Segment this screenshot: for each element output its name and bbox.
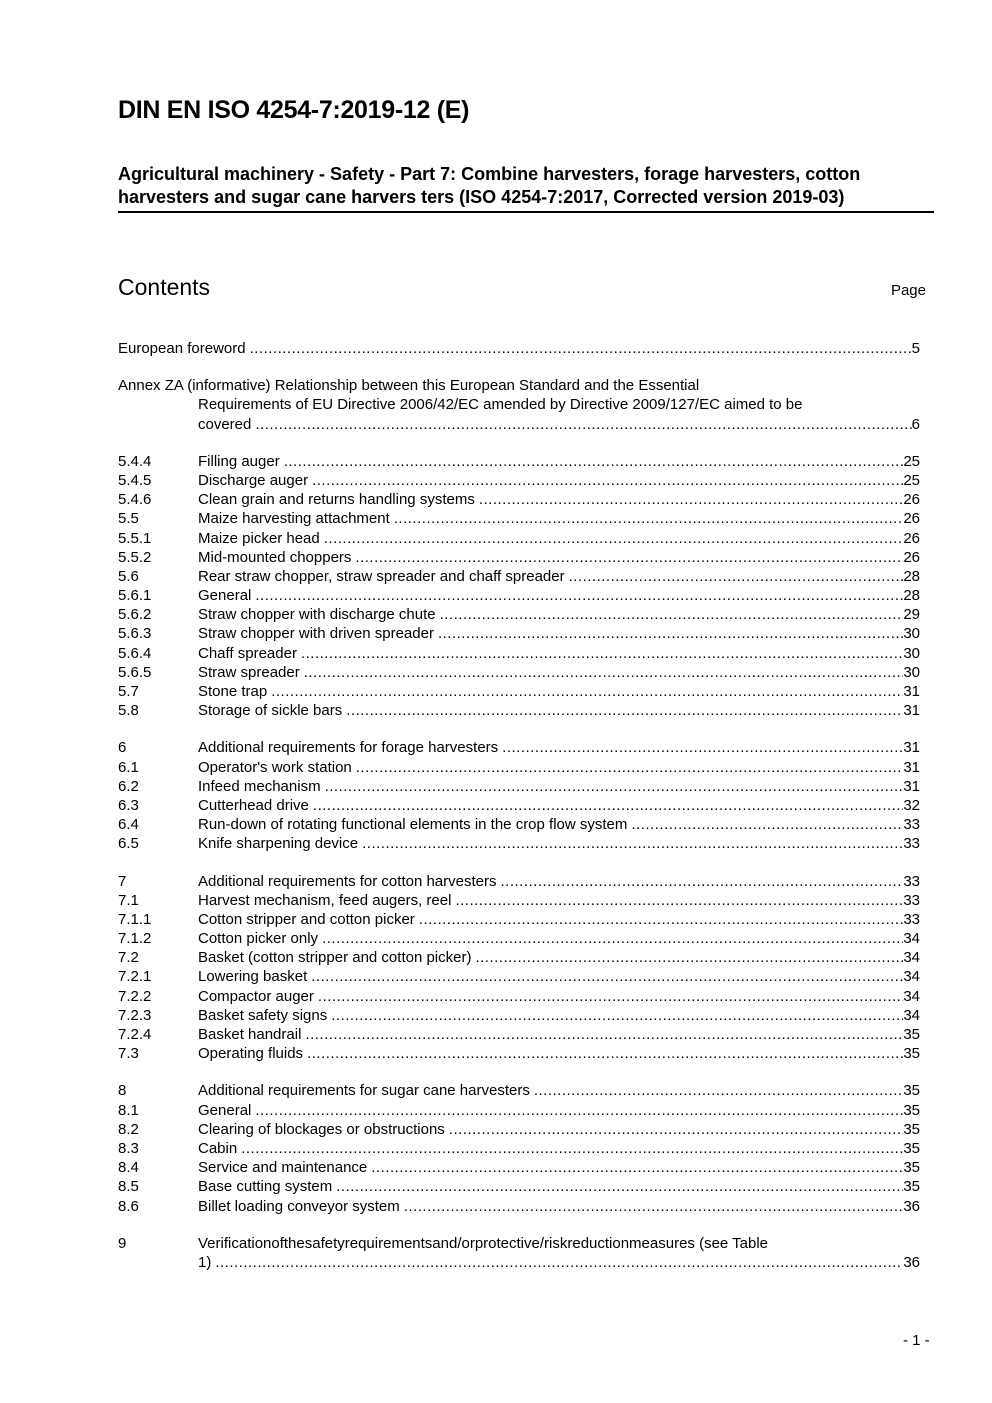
leader-dots [241, 1139, 903, 1158]
toc-entry-page: 31 [903, 702, 920, 720]
toc-entry[interactable] [118, 948, 920, 967]
leader-dots [312, 471, 903, 490]
contents-title: Contents [118, 274, 211, 300]
toc-entry-number: 5.8 [118, 702, 139, 720]
leader-dots [255, 1101, 903, 1120]
toc-entry[interactable] [118, 644, 920, 663]
leader-dots [356, 758, 904, 777]
toc-entry-page: 33 [903, 816, 920, 834]
toc-entry-page: 28 [903, 587, 920, 605]
toc-entry-title: Compactor auger [198, 987, 314, 1005]
leader-dots [255, 586, 903, 605]
leader-dots [404, 1197, 904, 1216]
toc-entry-page: 35 [903, 1120, 920, 1138]
leader-dots [255, 415, 911, 434]
toc-entry-page: 25 [903, 452, 920, 470]
toc-entry-page: 36 [903, 1197, 920, 1215]
toc-entry-page: 29 [903, 606, 920, 624]
leader-dots [569, 567, 904, 586]
page-column-label: Page [890, 282, 926, 299]
toc-entry-title: Operator's work station [198, 758, 352, 776]
toc-entry[interactable] [118, 548, 920, 567]
toc-entry-page: 31 [903, 777, 920, 795]
toc-entry-page: 33 [903, 835, 920, 853]
leader-dots [318, 987, 903, 1006]
toc-entry-number: 5.4.6 [118, 491, 152, 509]
toc-entry-title: Straw spreader [198, 663, 300, 681]
toc-entry-title: Clearing of blockages or obstructions [198, 1120, 445, 1138]
leader-dots [475, 948, 903, 967]
toc-entry-title: Rear straw chopper, straw spreader and chaff spreader [198, 567, 565, 585]
toc-entry-number: 7 [118, 872, 127, 890]
toc-entry-page: 26 [903, 510, 920, 528]
toc-entry-title: Harvest mechanism, feed augers, reel [198, 891, 452, 909]
toc-entry-page: 30 [903, 644, 920, 662]
leader-dots [215, 1253, 903, 1272]
toc-entry-number: 8.2 [118, 1120, 139, 1138]
leader-dots [311, 967, 903, 986]
toc-entry-page: 35 [903, 1139, 920, 1157]
toc-entry-title: Cotton stripper and cotton picker [198, 910, 415, 928]
toc-entry-title: Run-down of rotating functional elements in the crop flow system [198, 816, 628, 834]
toc-entry[interactable] [118, 910, 920, 929]
toc-entry-page: 30 [903, 663, 920, 681]
toc-entry[interactable] [118, 624, 920, 643]
toc-entry-page: 31 [903, 758, 920, 776]
toc-entry-title: Straw chopper with driven spreader [198, 625, 434, 643]
toc-group-7 [118, 872, 920, 1064]
toc-entry-page: 30 [903, 625, 920, 643]
toc-entry-page: 32 [903, 796, 920, 814]
toc-entry[interactable] [118, 605, 920, 624]
table-of-contents [118, 339, 920, 1272]
toc-entry-title-cont: 1) [198, 1253, 212, 1271]
toc-entry[interactable] [118, 758, 920, 777]
toc-entry-title: Chaff spreader [198, 644, 297, 662]
toc-entry-page: 26 [903, 529, 920, 547]
leader-dots [502, 738, 903, 757]
leader-dots [331, 1006, 903, 1025]
toc-entry[interactable] [118, 738, 920, 757]
toc-entry-number: 5.5.1 [118, 529, 152, 547]
leader-dots [355, 548, 903, 567]
toc-entry-number: 5.5 [118, 510, 139, 528]
toc-entry-title-cont: covered [198, 415, 252, 433]
toc-entry[interactable] [118, 1025, 920, 1044]
toc-entry-title-cont: Requirements of EU Directive 2006/42/EC amended by Directive 2009/127/EC aimed to be [198, 396, 803, 414]
leader-dots [322, 929, 903, 948]
toc-entry-page: 5 [911, 340, 920, 357]
leader-dots [394, 509, 904, 528]
leader-dots [325, 777, 904, 796]
toc-entry-title: Maize picker head [198, 529, 320, 547]
leader-dots [346, 701, 903, 720]
toc-entry-number: 5.7 [118, 683, 139, 700]
toc-entry-number: 7.2 [118, 949, 139, 967]
toc-entry-number: 7.1.1 [118, 910, 152, 928]
toc-entry-title: Cutterhead drive [198, 796, 309, 814]
toc-entry-number: 6.4 [118, 816, 139, 834]
leader-dots [534, 1081, 903, 1100]
toc-entry-number: 6.1 [118, 758, 139, 776]
toc-entry[interactable] [118, 1177, 920, 1196]
toc-entry-page: 33 [903, 872, 920, 890]
toc-entry[interactable] [118, 490, 920, 509]
toc-entry-number: 5.6.3 [118, 625, 152, 643]
toc-group-8 [118, 1081, 920, 1215]
toc-entry-number: 8.4 [118, 1159, 139, 1177]
toc-entry-title: European foreword [118, 340, 246, 357]
toc-entry-number: 6.5 [118, 835, 139, 853]
toc-entry-page: 35 [903, 1159, 920, 1177]
toc-entry-number: 7.2.4 [118, 1026, 152, 1043]
document-id: DIN EN ISO 4254-7:2019-12 (E) [118, 96, 470, 124]
toc-entry-number: 7.2.3 [118, 1006, 152, 1024]
leader-dots [440, 605, 904, 624]
leader-dots [479, 490, 903, 509]
leader-dots [271, 682, 903, 701]
toc-entry-page: 35 [903, 1045, 920, 1063]
leader-dots [371, 1158, 903, 1177]
toc-entry-number: 5.4.5 [118, 471, 152, 489]
toc-entry-page: 33 [903, 910, 920, 928]
leader-dots [313, 796, 903, 815]
toc-entry-number: 8.6 [118, 1197, 139, 1215]
toc-entry[interactable] [118, 452, 920, 471]
toc-entry-title: Straw chopper with discharge chute [198, 606, 436, 624]
toc-entry-number: 7.2.1 [118, 968, 152, 986]
toc-entry-title: Mid-mounted choppers [198, 548, 352, 566]
toc-entry[interactable] [118, 815, 920, 834]
page-number: - 1 - [903, 1332, 930, 1349]
toc-entry-number: 8.5 [118, 1178, 139, 1196]
toc-entry-page: 35 [903, 1101, 920, 1119]
toc-entry-title: Discharge auger [198, 471, 309, 489]
toc-entry-title: Cotton picker only [198, 930, 319, 948]
toc-entry-title: Annex ZA (informative) Relationship between this European Standard and the Essential [118, 377, 700, 395]
toc-entry-number: 8.3 [118, 1139, 139, 1157]
toc-entry[interactable] [118, 509, 920, 528]
leader-dots [362, 834, 903, 853]
toc-entry-number: 5.6.5 [118, 663, 152, 681]
toc-entry-title: Basket handrail [198, 1026, 302, 1043]
toc-entry[interactable] [118, 663, 920, 682]
toc-entry-page: 34 [903, 968, 920, 986]
toc-entry-number: 7.2.2 [118, 987, 152, 1005]
toc-entry[interactable] [118, 1197, 920, 1216]
leader-dots [455, 891, 903, 910]
toc-entry-page: 34 [903, 930, 920, 948]
toc-entry-page: 35 [903, 1178, 920, 1196]
toc-entry-page: 31 [903, 739, 920, 757]
toc-entry-number: 8 [118, 1082, 127, 1100]
toc-entry-page: 35 [903, 1026, 920, 1043]
toc-entry-title: Maize harvesting attachment [198, 510, 390, 528]
toc-entry[interactable] [118, 1101, 920, 1120]
toc-entry[interactable] [118, 987, 920, 1006]
leader-dots [324, 529, 904, 548]
toc-entry[interactable] [118, 777, 920, 796]
leader-dots [419, 910, 904, 929]
toc-entry-number: 6 [118, 739, 127, 757]
toc-entry-title: Verificationofthesafetyrequirementsand/orprotective/riskreductionmeasures (see Table [198, 1234, 769, 1252]
toc-entry-annex-za[interactable] [118, 376, 920, 434]
leader-dots [250, 339, 912, 358]
toc-group-5 [118, 452, 920, 721]
leader-dots [284, 452, 904, 471]
leader-dots [307, 1044, 903, 1063]
toc-entry-title: Service and maintenance [198, 1159, 368, 1177]
toc-entry[interactable] [118, 471, 920, 490]
toc-entry[interactable] [118, 586, 920, 605]
toc-entry-page: 6 [911, 415, 920, 433]
toc-entry-page: 26 [903, 491, 920, 509]
toc-entry[interactable] [118, 1139, 920, 1158]
toc-entry[interactable] [118, 891, 920, 910]
toc-entry-number: 7.3 [118, 1045, 139, 1063]
toc-entry-title: Additional requirements for forage harvesters [198, 739, 499, 757]
toc-entry-number: 8.1 [118, 1101, 139, 1119]
toc-entry-page: 34 [903, 949, 920, 967]
leader-dots [336, 1177, 903, 1196]
toc-entry-title: Lowering basket [198, 968, 308, 986]
leader-dots [301, 644, 903, 663]
toc-entry-number: 9 [118, 1234, 127, 1252]
toc-entry-title: Billet loading conveyor system [198, 1197, 400, 1215]
toc-entry[interactable] [118, 682, 920, 701]
leader-dots [304, 663, 904, 682]
toc-entry-number: 5.6.2 [118, 606, 152, 624]
toc-entry-title: Basket (cotton stripper and cotton picker) [198, 949, 472, 967]
leader-dots [305, 1025, 903, 1044]
toc-entry-title: Storage of sickle bars [198, 702, 343, 720]
toc-entry-title: Knife sharpening device [198, 835, 359, 853]
toc-entry-9[interactable] [118, 1234, 920, 1272]
toc-entry-foreword[interactable] [118, 339, 920, 358]
toc-entry-title: Cabin [198, 1139, 238, 1157]
toc-entry[interactable] [118, 834, 920, 853]
toc-entry[interactable] [118, 529, 920, 548]
toc-entry-number: 7.1.2 [118, 930, 152, 948]
toc-entry-number: 6.2 [118, 777, 139, 795]
toc-entry-title: General [198, 1101, 252, 1119]
toc-entry[interactable] [118, 967, 920, 986]
toc-entry-title: Additional requirements for sugar cane harvesters [198, 1082, 530, 1100]
toc-entry-number: 5.5.2 [118, 548, 152, 566]
toc-entry-title: Additional requirements for cotton harvesters [198, 872, 497, 890]
toc-entry[interactable] [118, 796, 920, 815]
toc-entry-number: 5.6.1 [118, 587, 152, 605]
toc-entry-page: 33 [903, 891, 920, 909]
toc-entry[interactable] [118, 1044, 920, 1063]
toc-entry[interactable] [118, 929, 920, 948]
document-subtitle: Agricultural machinery - Safety - Part 7: Combine harvesters, forage harvesters, cotton harvesters and sugar cane harvers ters (ISO 4254-7:2017, Corrected version 2019-03) [118, 163, 934, 213]
toc-entry-number: 6.3 [118, 796, 139, 814]
toc-entry[interactable] [118, 1120, 920, 1139]
toc-entry-page: 34 [903, 1006, 920, 1024]
toc-entry-page: 26 [903, 548, 920, 566]
toc-entry-page: 35 [903, 1082, 920, 1100]
toc-entry[interactable] [118, 701, 920, 720]
leader-dots [438, 624, 903, 643]
toc-entry-number: 5.4.4 [118, 452, 152, 470]
toc-entry-title: Operating fluids [198, 1045, 304, 1063]
toc-entry[interactable] [118, 1081, 920, 1100]
toc-entry-page: 25 [903, 471, 920, 489]
toc-entry-title: General [198, 587, 252, 605]
contents-header [118, 274, 926, 301]
toc-entry-page: 36 [903, 1253, 920, 1271]
leader-dots [449, 1120, 904, 1139]
toc-entry-title: Stone trap [198, 683, 268, 700]
toc-entry-title: Filling auger [198, 452, 280, 470]
toc-entry-title: Clean grain and returns handling systems [198, 491, 475, 509]
leader-dots [631, 815, 903, 834]
toc-entry-title: Basket safety signs [198, 1006, 328, 1024]
toc-entry-page: 28 [903, 567, 920, 585]
toc-entry-number: 7.1 [118, 891, 139, 909]
toc-entry[interactable] [118, 567, 920, 586]
toc-entry-number: 5.6.4 [118, 644, 152, 662]
toc-entry-page: 34 [903, 987, 920, 1005]
toc-entry-number: 5.6 [118, 567, 139, 585]
toc-entry[interactable] [118, 1158, 920, 1177]
toc-entry-title: Base cutting system [198, 1178, 333, 1196]
toc-group-6 [118, 738, 920, 853]
toc-entry[interactable] [118, 872, 920, 891]
leader-dots [500, 872, 903, 891]
toc-entry-page: 31 [903, 683, 920, 700]
toc-entry[interactable] [118, 1006, 920, 1025]
toc-entry-title: Infeed mechanism [198, 777, 321, 795]
